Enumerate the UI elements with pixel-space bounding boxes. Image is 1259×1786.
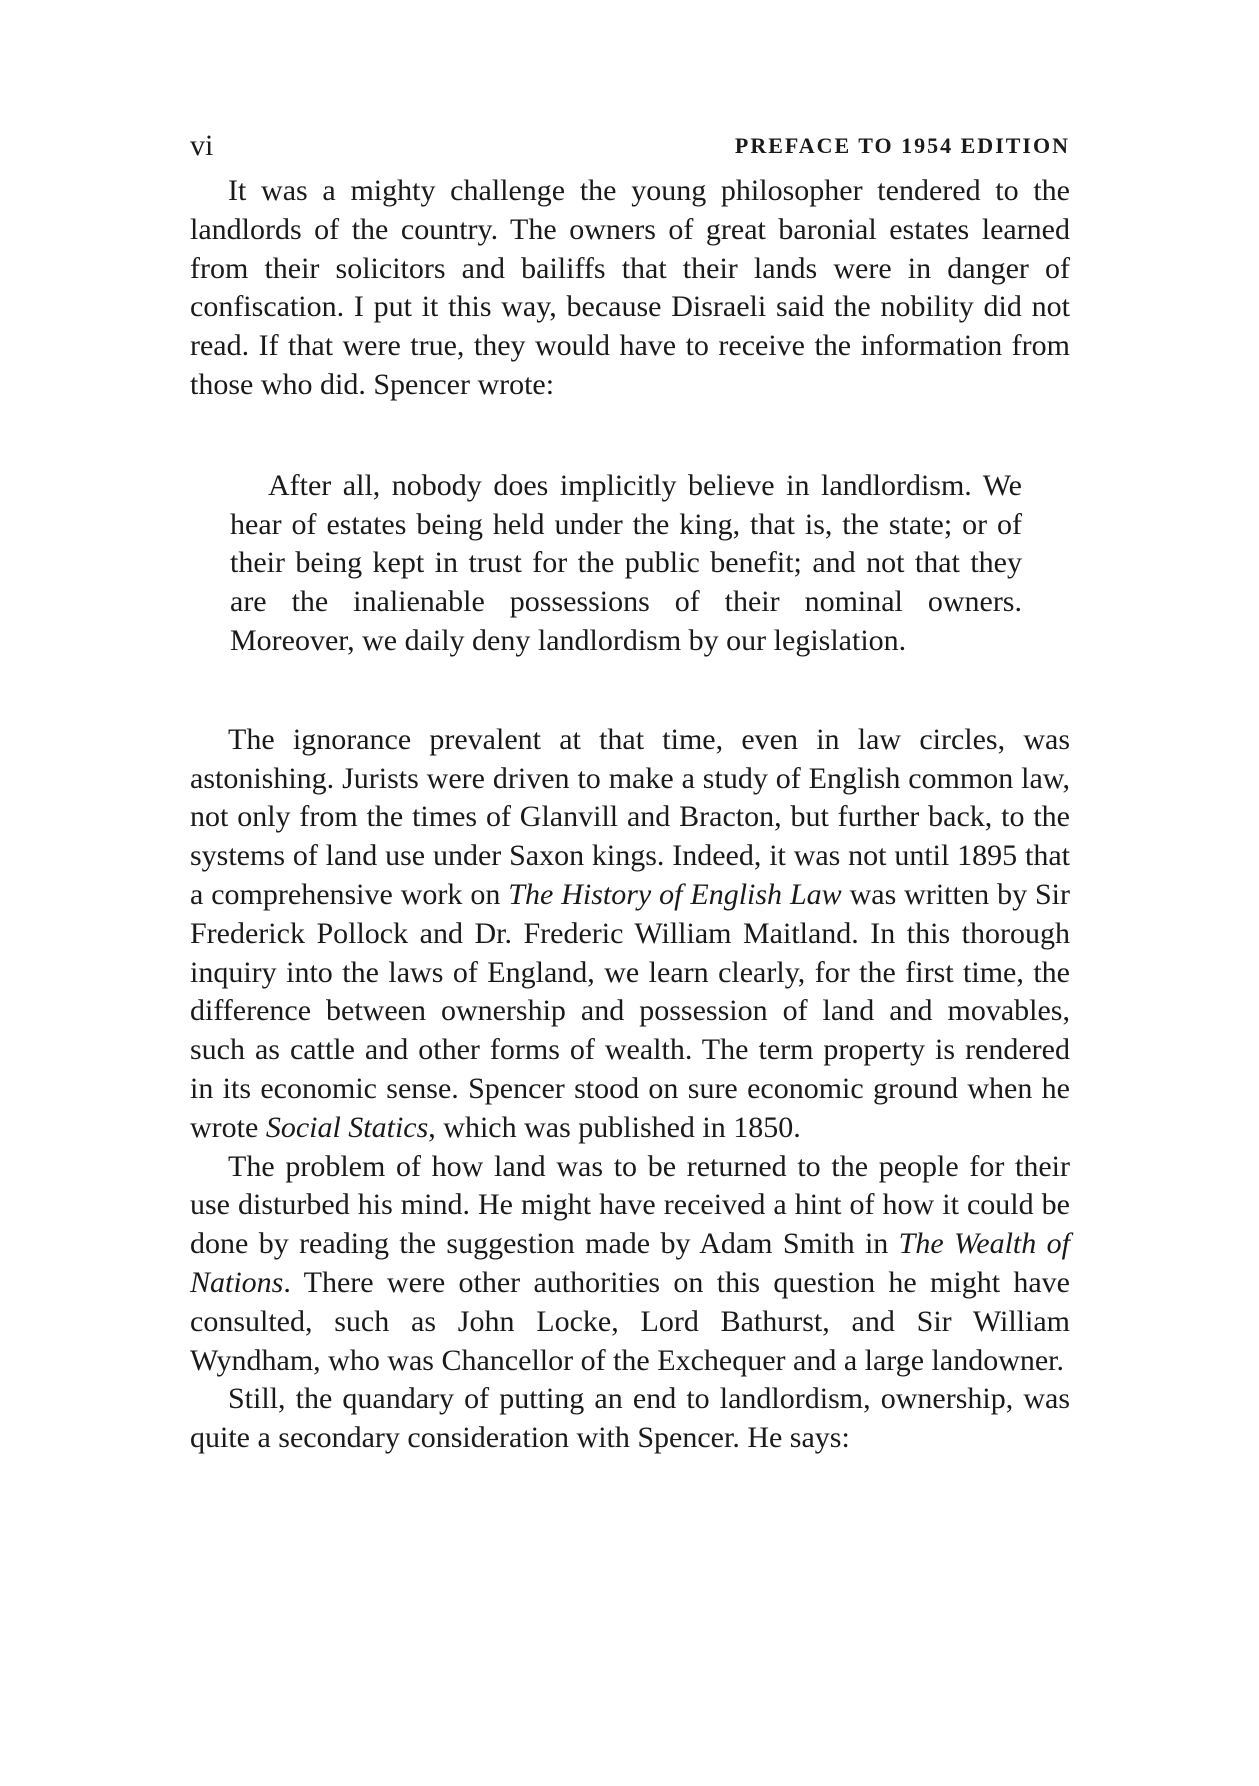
paragraph-4: Still, the quandary of putting an end to landlordism, ownership, was quite a secondary consideration with Spencer. He says:	[190, 1382, 1070, 1455]
paragraph-2-text-a: The ignorance prevalent at that time, even in law circles, was astonishing. Jurists were driven to make a study of English common law, not only from the times of Glanvill and Bracton, but further back, to the systems of land use under Saxon kings. Indeed, it was not until 1895 that a comprehensive work on	[190, 722, 1070, 911]
paragraph-3	[190, 1148, 1070, 1381]
running-head-title: PREFACE TO 1954 EDITION	[734, 133, 1070, 158]
paragraph-1: It was a mighty challenge the young philosopher tendered to the landlords of the country. The owners of great baronial estates learned from their solicitors and bailiffs that their lands were in danger of confiscation. I put it this way, because Disraeli said the nobility did not read. If that were true, they would have to receive the information from those who did. Spencer wrote:	[190, 174, 1070, 401]
paragraph-2-text-c: , which was published in 1850.	[428, 1110, 801, 1144]
page-number: vi	[190, 129, 214, 162]
body-text	[190, 172, 1070, 1458]
paragraph-3-text-b: . There were other authorities on this question he might have consulted, such as John Locke, Lord Bathurst, and Sir William Wyndham, who was Chancellor of the Exchequer and a large landowner.	[190, 1265, 1070, 1377]
paragraph-2	[190, 721, 1070, 1148]
book-title-history-of-english-law: The History of English Law	[508, 877, 842, 911]
running-head	[190, 126, 1070, 166]
book-title-wealth-of-nations: The Wealth of Nations	[190, 1227, 1070, 1299]
paragraph-3-text-a: The problem of how land was to be returned to the people for their use disturbed his mind. He might have received a hint of how it could be done by reading the suggestion made by Adam Smith in	[190, 1149, 1070, 1261]
paragraph-2-text-b: was written by Sir Frederick Pollock and Dr. Frederic William Maitland. In this thorough inquiry into the laws of England, we learn clearly, for the first time, the difference between ownership and possession of land and movables, such as cattle and other forms of wealth. The term property is rendered in its economic sense. Spencer stood on sure economic ground when he wrote	[190, 877, 1071, 1144]
book-title-social-statics: Social Statics	[265, 1110, 429, 1144]
block-quote: After all, nobody does implicitly believe in landlordism. We hear of estates being held under the king, that is, the state; or of their being kept in trust for the public benefit; and not that they are the inalienable possessions of their nominal owners. Moreover, we daily deny landlordism by our legislation.	[230, 468, 1022, 657]
